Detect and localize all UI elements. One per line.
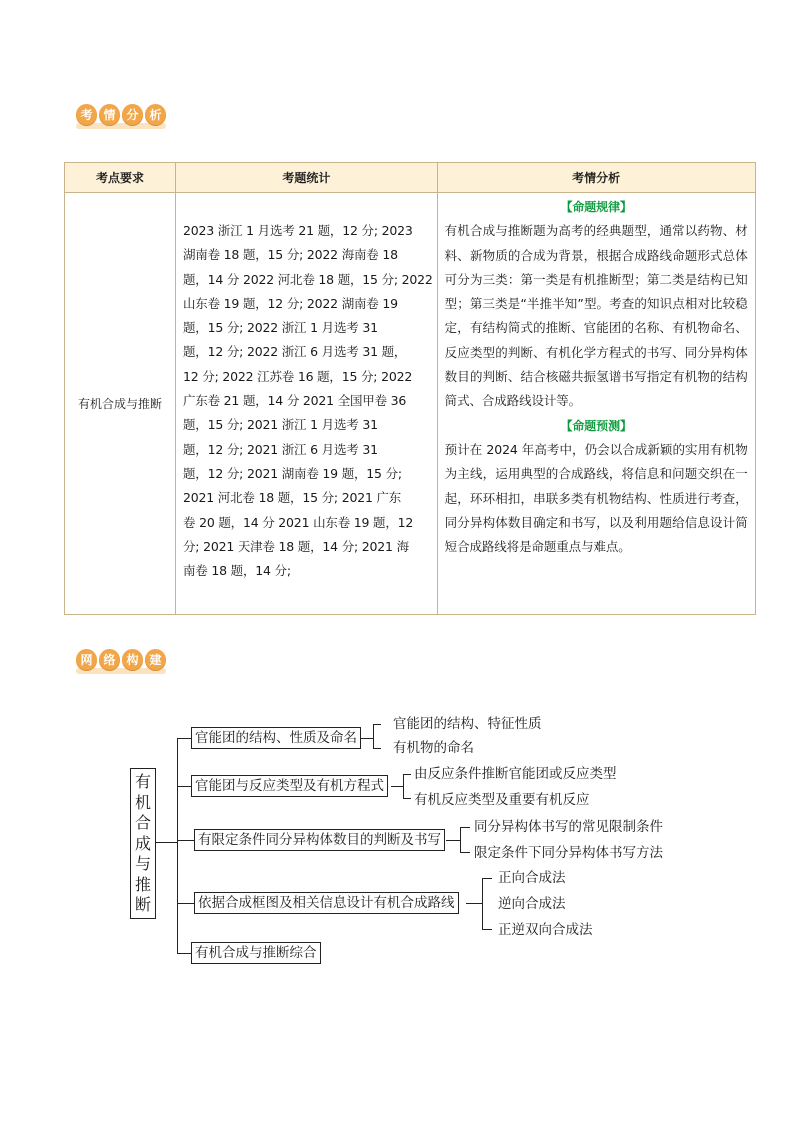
connector-line — [482, 929, 492, 930]
connector-line — [460, 827, 470, 828]
predict-text: 预计在 2024 年高考中，仍会以合成新颖的实用有机物为主线，运用典型的合成路线，将信息和问题交织在一起，环环相扣，串联多类有机物结构、性质进行考查，同分异构体数目确定和书写，以及利用题给信息设计简短合成路线将是命题重点与难点。 — [444, 441, 748, 555]
mindmap-root — [130, 768, 156, 919]
leaf-node: 有机物的命名 — [393, 740, 474, 756]
root-char: 推 — [134, 874, 151, 894]
root-char: 机 — [134, 792, 151, 812]
statistics-line: 题，12 分; 2021 浙江 6 月选考 31 — [183, 441, 378, 457]
network-section-badge — [76, 649, 166, 670]
rule-heading: 【命题规律】 — [560, 200, 632, 214]
connector-line — [403, 798, 411, 799]
badge-char: 考 — [76, 104, 97, 125]
leaf-node: 限定条件下同分异构体书写方法 — [474, 845, 663, 861]
statistics-line: 卷 20 题，14 分 2021 山东卷 19 题，12 — [183, 514, 414, 530]
root-char: 成 — [134, 833, 151, 853]
leaf-node: 由反应条件推断官能团或反应类型 — [414, 766, 617, 782]
statistics-line: 题，12 分; 2022 浙江 6 月选考 31 题， — [183, 344, 407, 360]
branch-node: 官能团的结构、性质及命名 — [191, 727, 361, 749]
badge-char: 分 — [122, 104, 143, 125]
connector-line — [446, 840, 460, 841]
badge-char: 析 — [145, 104, 166, 125]
connector-line — [361, 738, 373, 739]
statistics-line: 题，15 分; 2021 浙江 1 月选考 31 — [183, 417, 378, 433]
branch-node: 官能团与反应类型及有机方程式 — [191, 775, 388, 797]
leaf-node: 有机反应类型及重要有机反应 — [414, 792, 590, 808]
root-char: 合 — [134, 813, 151, 832]
statistics-line: 南卷 18 题，14 分; — [183, 563, 291, 579]
header-statistics: 考题统计 — [176, 163, 438, 193]
leaf-node: 正向合成法 — [498, 870, 566, 886]
connector-line — [373, 748, 381, 749]
badge-char: 情 — [99, 104, 120, 125]
branch-node: 有限定条件同分异构体数目的判断及书写 — [194, 829, 445, 851]
branch-node: 有机合成与推断综合 — [191, 942, 321, 964]
statistics-line: 山东卷 19 题，12 分; 2022 湖南卷 19 — [183, 295, 398, 311]
requirement-cell: 有机合成与推断 — [65, 193, 176, 615]
statistics-line: 题，15 分; 2022 浙江 1 月选考 31 — [183, 320, 378, 336]
rule-text: 有机合成与推断题为高考的经典题型，通常以药物、材料、新物质的合成为背景，根据合成路线命题形式总体可分为三类：第一类是有机推断型；第二类是结构已知型；第三类是“半推半知”型。考查的知识点相对比较稳定，有结构简式的推断、官能团的名称、有机物命名、反应类型的判断、有机化学方程式的书写、同分异构体数目的判断、结合核磁共振氢谱书写指定有机物的结构简式、合成路线设计等。 — [444, 223, 748, 409]
bracket-line — [482, 878, 483, 929]
statistics-line: 广东卷 21 题，14 分 2021 全国甲卷 36 — [183, 393, 407, 409]
connector-line — [177, 903, 194, 904]
connector-line — [177, 953, 191, 954]
badge-char: 络 — [99, 649, 120, 670]
header-analysis: 考情分析 — [437, 163, 755, 193]
leaf-node: 正逆双向合成法 — [498, 922, 593, 938]
statistics-line: 2021 河北卷 18 题，15 分; 2021 广东 — [183, 490, 402, 506]
bracket-line — [403, 774, 404, 798]
connector-line — [403, 774, 411, 775]
trunk-line — [177, 738, 178, 953]
root-char: 断 — [134, 895, 151, 914]
root-char: 与 — [134, 854, 151, 873]
connector-line — [177, 738, 191, 739]
leaf-node: 同分异构体书写的常见限制条件 — [474, 819, 663, 835]
connector-line — [391, 786, 403, 787]
exam-analysis-table — [64, 162, 756, 615]
leaf-node: 逆向合成法 — [498, 896, 566, 912]
root-char: 有 — [134, 772, 151, 791]
statistics-line: 2023 浙江 1 月选考 21 题，12 分; 2023 — [183, 223, 413, 238]
connector-line — [482, 878, 492, 879]
statistics-line: 分; 2021 天津卷 18 题，14 分; 2021 海 — [183, 538, 409, 554]
badge-char: 网 — [76, 649, 97, 670]
analysis-section-badge — [76, 104, 166, 125]
connector-line — [155, 842, 177, 843]
badge-char: 构 — [122, 649, 143, 670]
statistics-line: 12 分; 2022 江苏卷 16 题，15 分; 2022 — [183, 368, 413, 384]
statistics-line: 题，12 分; 2021 湖南卷 19 题，15 分; — [183, 465, 402, 481]
statistics-line: 湖南卷 18 题，15 分; 2022 海南卷 18 — [183, 247, 398, 263]
connector-line — [466, 903, 482, 904]
analysis-cell — [437, 193, 755, 615]
statistics-cell — [176, 193, 438, 615]
branch-node: 依据合成框图及相关信息设计有机合成路线 — [194, 892, 459, 914]
connector-line — [373, 724, 381, 725]
bracket-line — [373, 724, 374, 748]
predict-heading: 【命题预测】 — [560, 418, 632, 433]
connector-line — [460, 852, 470, 853]
badge-char: 建 — [145, 649, 166, 670]
statistics-line: 题，14 分 2022 河北卷 18 题，15 分; 2022 — [183, 271, 433, 287]
connector-line — [177, 786, 191, 787]
bracket-line — [460, 827, 461, 852]
connector-line — [177, 840, 194, 841]
leaf-node: 官能团的结构、特征性质 — [393, 716, 542, 732]
header-requirement: 考点要求 — [65, 163, 176, 193]
